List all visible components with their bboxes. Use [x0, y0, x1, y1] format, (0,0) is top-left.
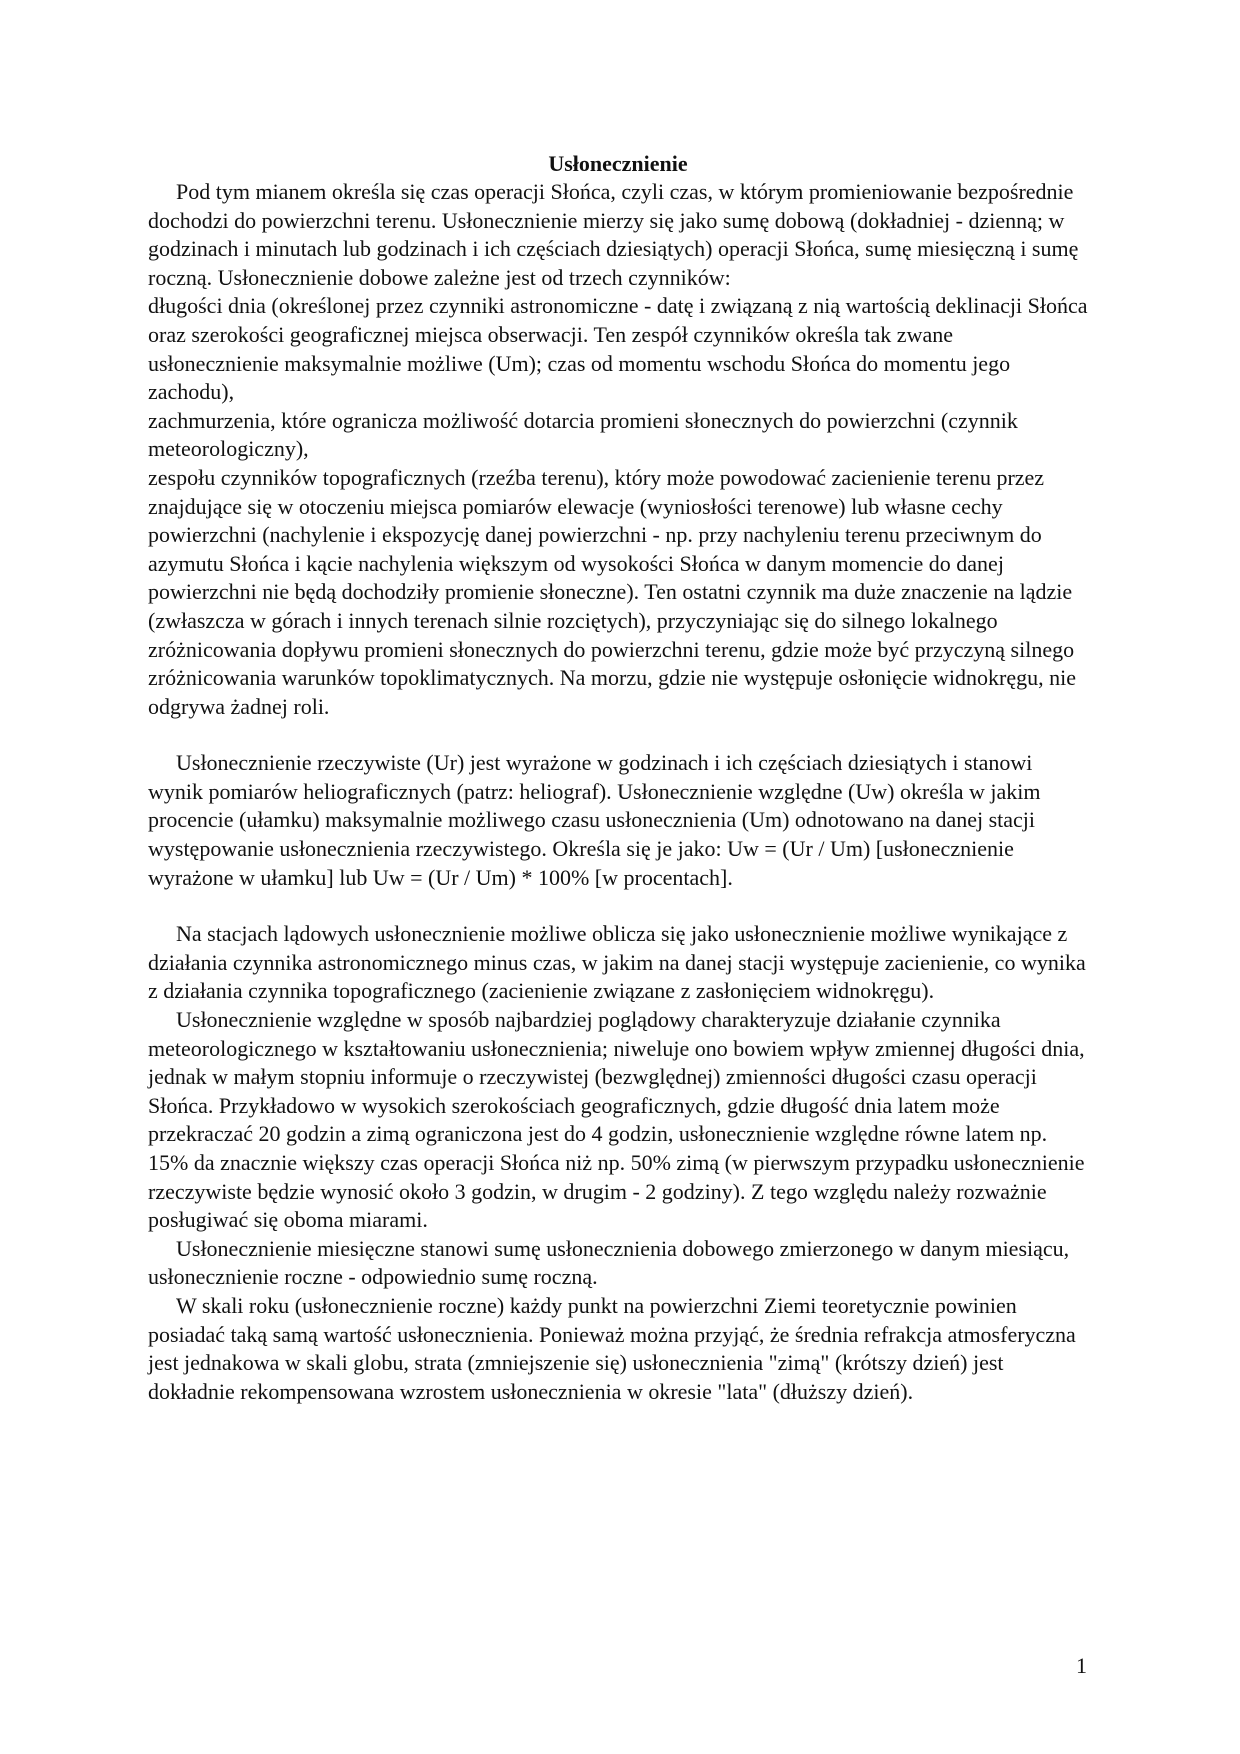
page-number: 1 [1076, 1653, 1087, 1678]
paragraph-relative-sunshine: Usłonecznienie względne w sposób najbardziej poglądowy charakteryzuje działanie czynnika meteorologicznego w kształtowaniu usłonecznienia; niweluje ono bowiem wpływ zmiennej długości dnia, jednak w małym stopniu informuje o rzeczywistej (bezwględnej) zmienności długości czasu operacji Słońca. Przykładowo w wysokich szerokościach geograficznych, gdzie długość dnia latem może przekraczać 20 godzin a zimą ograniczona jest do 4 godzin, usłonecznienie względne równe latem np. 15% da znacznie większy czas operacji Słońca niż np. 50% zimą (w pierwszym przypadku usłonecznienie rzeczywiste będzie wynosić około 3 godzin, w drugim - 2 godziny). Z tego względu należy rozważnie posługiwać się oboma miarami. [148, 1007, 1085, 1233]
document-content [148, 150, 1088, 1406]
paragraph-intro: Pod tym mianem określa się czas operacji Słońca, czyli czas, w którym promieniowanie bezpośrednie dochodzi do powierzchni terenu. Usłonecznienie mierzy się jako sumę dobową (dokładniej - dzienną; w godzinach i minutach lub godzinach i ich częściach dziesiątych) operacji Słońca, sumę miesięczną i sumę roczną. Usłonecznienie dobowe zależne jest od trzech czynników: [148, 179, 1079, 290]
paragraph-spacer [148, 721, 1088, 749]
paragraph-actual-sunshine: Usłonecznienie rzeczywiste (Ur) jest wyrażone w godzinach i ich częściach dziesiątych i stanowi wynik pomiarów heliograficznych (patrz: heliograf). Usłonecznienie względne (Uw) określa w jakim procencie (ułamku) maksymalnie możliwego czasu usłonecznienia (Um) odnotowano na danej stacji występowanie usłonecznienia rzeczywistego. Określa się je jako: Uw = (Ur / Um) [usłonecznienie wyrażone w ułamku] lub Uw = (Ur / Um) * 100% [w procentach]. [148, 750, 1041, 890]
paragraph-monthly-annual: Usłonecznienie miesięczne stanowi sumę usłonecznienia dobowego zmierzonego w danym miesiącu, usłonecznienie roczne - odpowiednio sumę roczną. [148, 1235, 1070, 1290]
paragraph-land-stations: Na stacjach lądowych usłonecznienie możliwe oblicza się jako usłonecznienie możliwe wynikające z działania czynnika astronomicznego minus czas, w jakim na danej stacji występuje zacienienie, co wynika z działania czynnika topograficznego (zacienienie związane z zasłonięciem widnokręgu). [148, 921, 1086, 1004]
paragraph-cloudiness: zachmurzenia, które ogranicza możliwość dotarcia promieni słonecznych do powierzchni (czynnik meteorologiczny), [148, 407, 1018, 462]
paragraph-day-length: długości dnia (określonej przez czynniki astronomiczne - datę i związaną z nią wartością deklinacji Słońca oraz szerokości geograficznej miejsca obserwacji. Ten zespół czynników określa tak zwane usłonecznienie maksymalnie możliwe (Um); czas od momentu wschodu Słońca do momentu jego zachodu), [148, 293, 1088, 405]
paragraph-spacer [148, 892, 1088, 920]
paragraph-annual-scale: W skali roku (usłonecznienie roczne) każdy punkt na powierzchni Ziemi teoretycznie powinien posiadać taką samą wartość usłonecznienia. Ponieważ można przyjąć, że średnia refrakcja atmosferyczna jest jednakowa w skali globu, strata (zmniejszenie się) usłonecznienia "zimą" (krótszy dzień) jest dokładnie rekompensowana wzrostem usłonecznienia w okresie "lata" (dłuższy dzień). [148, 1292, 1076, 1404]
paragraph-topography: zespołu czynników topograficznych (rzeźba terenu), który może powodować zacienienie terenu przez znajdujące się w otoczeniu miejsca pomiarów elewacje (wyniosłości terenowe) lub własne cechy powierzchni (nachylenie i ekspozycję danej powierzchni - np. przy nachyleniu terenu przeciwnym do azymutu Słońca i kącie nachylenia większym od wysokości Słońca w danym momencie do danej powierzchni nie będą dochodziły promienie słoneczne). Ten ostatni czynnik ma duże znaczenie na lądzie (zwłaszcza w górach i innych terenach silnie rozciętych), przyczyniając się do silnego lokalnego zróżnicowania dopływu promieni słonecznych do powierzchni terenu, gdzie może być przyczyną silnego zróżnicowania warunków topoklimatycznych. Na morzu, gdzie nie występuje osłonięcie widnokręgu, nie odgrywa żadnej roli. [148, 464, 1076, 719]
document-title: Usłonecznienie [548, 151, 688, 176]
